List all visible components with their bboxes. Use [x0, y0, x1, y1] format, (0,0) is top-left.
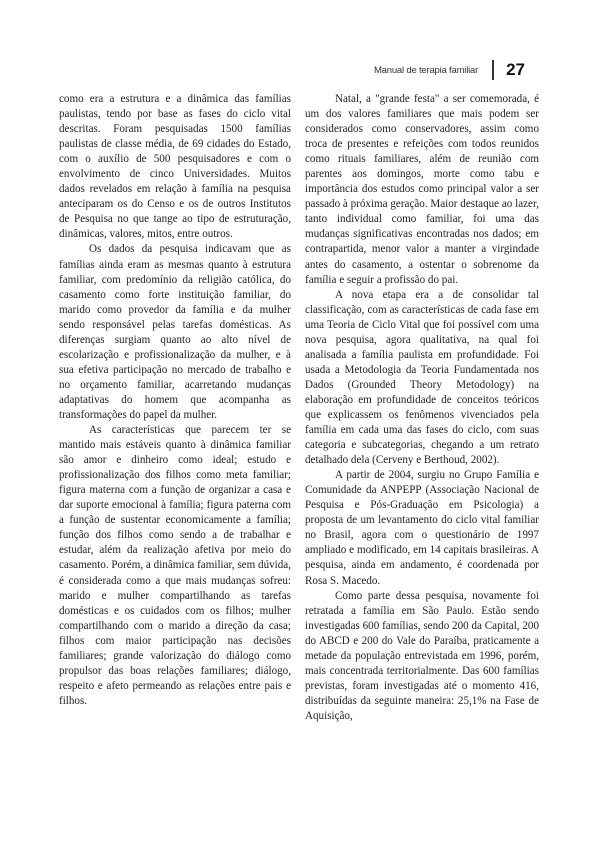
running-title: Manual de terapia familiar — [373, 64, 479, 76]
paragraph: como era a estrutura e a dinâmica das famílias paulistas, tendo por base as fases do ciclo vital descritas. Foram pesquisadas 1500 famílias paulistas de classe média, de 69 cidades do Estado, com o auxílio de 500 pesquisadores e com o envolvimento de cinco Universidades. Muitos dados revelados em relação à família na pesquisa anteciparam os do Censo e os de outros Institutos de Pesquisa no que tange ao tipo de estruturação, dinâmicas, valores, mitos, entre outros. — [59, 93, 291, 241]
page-number: 27 — [506, 60, 525, 79]
paragraph: A nova etapa era a de consolidar tal classificação, com as características de cada fase em uma Teoria de Ciclo Vital que foi possível com uma nova pesquisa, agora qualitativa, na qual foi analisada a família paulista em profundidade. Foi usada a Metodologia da Teoria Fundamentada nos Dados (Grounded Theory Metodology) na elaboração em profundidade de conceitos teóricos que explicassem os fenômenos vivenciados pela família em cada uma das fases do ciclo, com suas categoria e subcategorias, chegando a um retrato detalhado dela (Cerveny e Berthoud, 2002). — [305, 288, 539, 467]
left-column — [59, 92, 291, 709]
header-divider — [492, 60, 494, 80]
paragraph: Como parte dessa pesquisa, novamente foi retratada a família em São Paulo. Estão sendo investigadas 600 famílias, sendo 200 da Capital, 200 do ABCD e 200 do Vale do Paraíba, praticamente a metade da população entrevistada em 1996, porém, mais concentrada territorialmente. Das 600 famílias previstas, foram investigadas até o momento 416, distribuídas da seguinte maneira: 25,1% na Fase de Aquisição, — [305, 589, 539, 722]
paragraph: Os dados da pesquisa indicavam que as famílias ainda eram as mesmas quanto à estrutura familiar, com predomínio da religião católica, do casamento como forte instituição familiar, do marido como provedor da família e da mulher sendo responsável pelas tarefas domésticas. As diferenças surgiam quanto ao alto nível de escolarização e profissionalização da mulher, e à sua efetiva participação no mercado de trabalho e no orçamento familiar, acarretando mudanças adaptativas do homem que acompanha as transformações do papel da mulher. — [59, 243, 291, 421]
running-head — [355, 58, 525, 82]
paragraph: As características que parecem ter se mantido mais estáveis quanto à dinâmica familiar são amor e dinheiro como ideal; estudo e profissionalização dos filhos como meta familiar; figura materna com a função de organizar a casa e dar suporte emocional à família; figura paterna com a função de sustentar economicamente a família; função dos filhos como sendo a de trabalhar e estudar, além da realização afetiva por meio do casamento. Porém, a dinâmica familiar, sem dúvida, é considerada como a que mais mudanças sofreu: marido e mulher compartilhando as tarefas domésticas e os cuidados com os filhos; mulher compartilhando com o marido a direção da casa; filhos com maior participação nas decisões familiares; grande valorização do diálogo como propulsor das boas relações familiares; diálogo, respeito e afeto permeando as relações entre pais e filhos. — [59, 424, 291, 707]
right-column — [305, 92, 539, 724]
paragraph: A partir de 2004, surgiu no Grupo Família e Comunidade da ANPEPP (Associação Nacional de Pesquisa e Pós-Graduação em Psicologia) a proposta de um levantamento do ciclo vital familiar no Brasil, agora com o questionário de 1997 ampliado e modificado, em 14 capitais brasileiras. A pesquisa, ainda em andamento, é coordenada por Rosa S. Macedo. — [305, 469, 539, 587]
paragraph: Natal, a "grande festa" a ser comemorada, é um dos valores familiares que mais podem ser considerados como conservadores, assim como troca de presentes e refeições com todos reunidos como rituais familiares, além de reunião com parentes aos domingos, morte como tabu e importância dos estudos como principal valor a ser passado à próxima geração. Maior destaque ao lazer, tanto individual como familiar, foi uma das mudanças significativas encontradas nos dados; em contrapartida, menor valor a manter a virgindade antes do casamento, a ostentar o sobrenome da família e seguir a profissão do pai. — [305, 93, 539, 286]
